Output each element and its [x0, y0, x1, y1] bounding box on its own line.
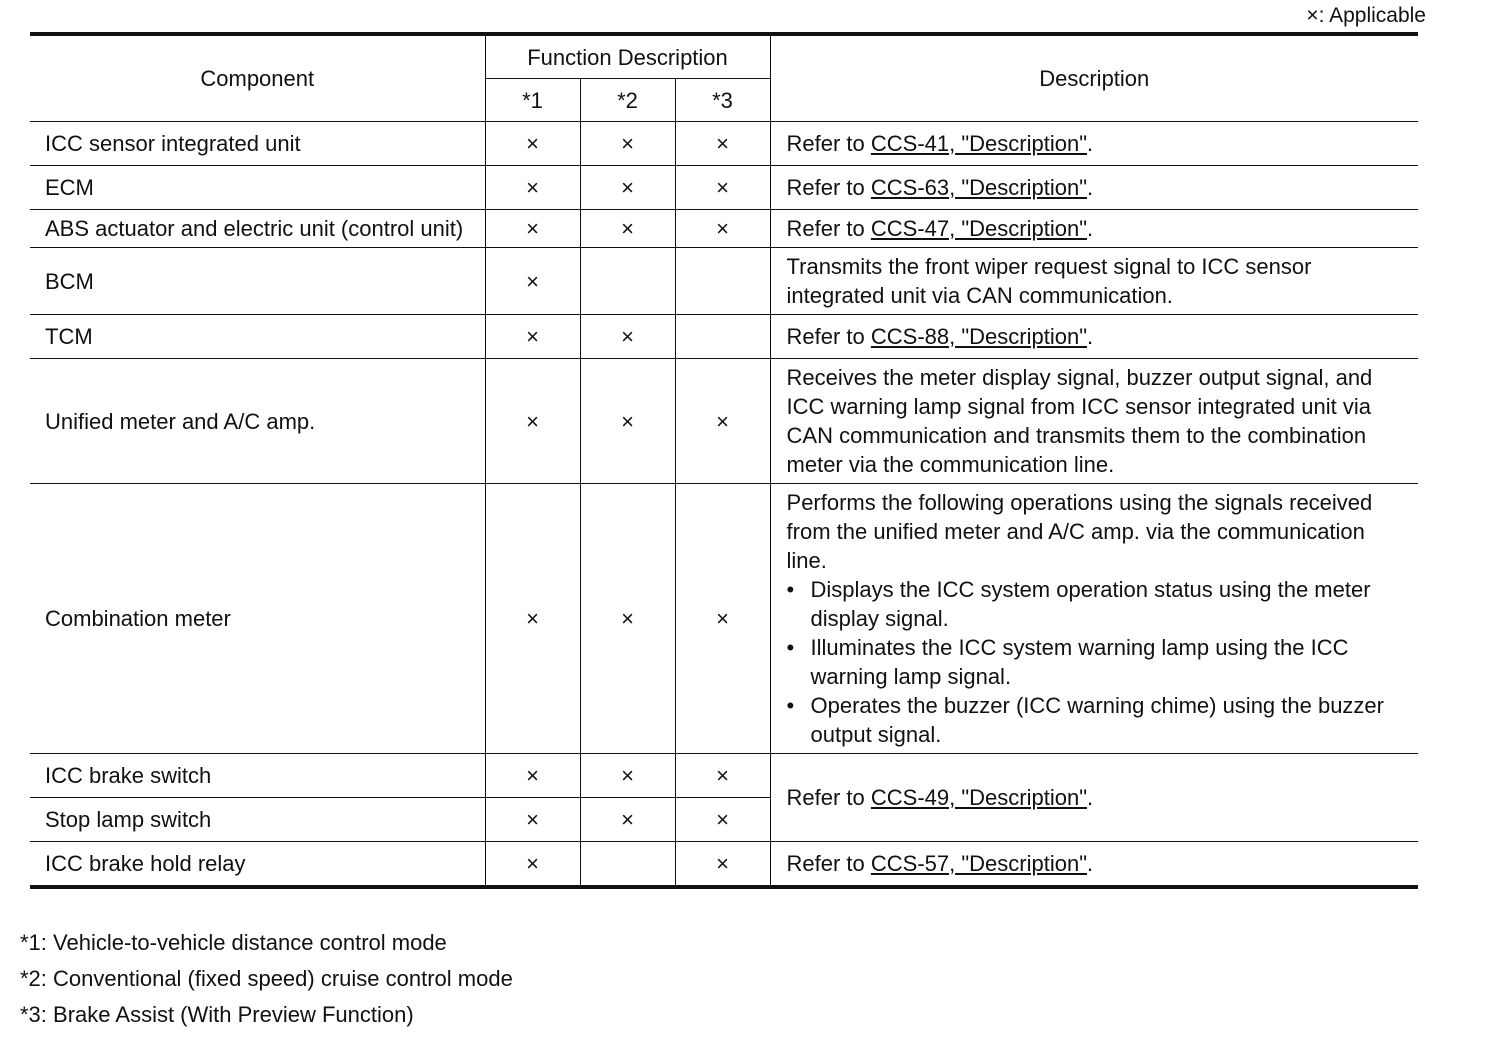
mode-3-mark: ×: [675, 484, 770, 754]
table-row: [30, 315, 1418, 359]
applicable-legend: ×: Applicable: [1306, 4, 1426, 27]
ccs-88-link[interactable]: CCS-88, "Description": [870, 324, 1088, 349]
mode-2-mark: [580, 248, 675, 315]
description-cell: [770, 754, 1418, 842]
description-prefix: Refer to: [786, 785, 871, 810]
footnote-1: *1: Vehicle-to-vehicle distance control mode: [20, 930, 447, 955]
mode-1-mark: ×: [485, 122, 580, 166]
component-name: BCM: [30, 248, 485, 315]
mode-1-mark: ×: [485, 842, 580, 888]
mode-1-mark: ×: [485, 359, 580, 484]
component-name: Combination meter: [30, 484, 485, 754]
bullet-icon: •: [786, 635, 795, 660]
list-item-text: Displays the ICC system operation status using the meter display signal.: [810, 577, 1371, 631]
mode-3-mark: ×: [675, 798, 770, 842]
description-suffix: .: [1087, 131, 1094, 156]
footnote-2: *2: Conventional (fixed speed) cruise control mode: [20, 966, 513, 991]
description-cell: [770, 166, 1418, 210]
mode-3-mark: ×: [675, 166, 770, 210]
ccs-49-link[interactable]: CCS-49, "Description": [870, 785, 1088, 810]
table-row: [30, 484, 1418, 754]
mode-3-mark: ×: [675, 359, 770, 484]
description-cell: [770, 315, 1418, 359]
list-item-text: Illuminates the ICC system warning lamp using the ICC warning lamp signal.: [810, 635, 1349, 689]
list-item-text: Operates the buzzer (ICC warning chime) using the buzzer output signal.: [810, 693, 1384, 747]
ccs-57-link[interactable]: CCS-57, "Description": [870, 851, 1088, 876]
mode-2-mark: ×: [580, 798, 675, 842]
mode-2-mark: ×: [580, 210, 675, 248]
mode-2-mark: ×: [580, 754, 675, 798]
mode-1-mark: ×: [485, 166, 580, 210]
table-row: [30, 842, 1418, 888]
function-description-header: Function Description: [485, 34, 770, 79]
description-cell: [770, 210, 1418, 248]
mode-2-mark: ×: [580, 359, 675, 484]
table-row: [30, 359, 1418, 484]
mode-3-mark: [675, 315, 770, 359]
component-name: ICC brake switch: [30, 754, 485, 798]
description-prefix: Refer to: [786, 131, 871, 156]
description-cell: Transmits the front wiper request signal to ICC sensor integrated unit via CAN communication.: [770, 248, 1418, 315]
ccs-41-link[interactable]: CCS-41, "Description": [870, 131, 1088, 156]
mode-1-mark: ×: [485, 484, 580, 754]
description-prefix: Refer to: [786, 175, 871, 200]
ccs-63-link[interactable]: CCS-63, "Description": [870, 175, 1088, 200]
description-header: Description: [770, 34, 1418, 122]
list-item: [787, 691, 1407, 749]
description-suffix: .: [1087, 851, 1094, 876]
description-suffix: .: [1087, 785, 1094, 810]
mode-2-mark: ×: [580, 484, 675, 754]
component-name: Stop lamp switch: [30, 798, 485, 842]
mode-1-mark: ×: [485, 315, 580, 359]
ccs-47-link[interactable]: CCS-47, "Description": [870, 216, 1088, 241]
description-prefix: Refer to: [786, 851, 871, 876]
description-prefix: Refer to: [786, 216, 871, 241]
table-row: [30, 754, 1418, 798]
mode-3-mark: ×: [675, 122, 770, 166]
component-name: ICC brake hold relay: [30, 842, 485, 888]
mode-2-mark: ×: [580, 122, 675, 166]
footnotes: [20, 928, 513, 1036]
description-suffix: .: [1087, 175, 1094, 200]
description-intro: Performs the following operations using the signals received from the unified meter and A/C amp. via the communication line.: [786, 490, 1373, 573]
mode-3-mark: ×: [675, 754, 770, 798]
footnote-3: *3: Brake Assist (With Preview Function): [20, 1002, 414, 1027]
description-prefix: Refer to: [786, 324, 871, 349]
component-name: ICC sensor integrated unit: [30, 122, 485, 166]
component-header: Component: [30, 34, 485, 122]
operation-list: [787, 575, 1407, 749]
table-row: [30, 122, 1418, 166]
list-item: [787, 575, 1407, 633]
description-suffix: .: [1087, 324, 1094, 349]
table-row: [30, 210, 1418, 248]
bullet-icon: •: [786, 577, 795, 602]
description-suffix: .: [1087, 216, 1094, 241]
description-cell: [770, 842, 1418, 888]
description-cell: Receives the meter display signal, buzzer output signal, and ICC warning lamp signal from ICC sensor integrated unit via CAN communication and transmits them to the combination meter via the communication line.: [770, 359, 1418, 484]
mode-2-mark: ×: [580, 166, 675, 210]
component-name: ABS actuator and electric unit (control unit): [30, 210, 485, 248]
mode-1-mark: ×: [485, 798, 580, 842]
mode-2-header: *2: [580, 79, 675, 122]
component-name: ECM: [30, 166, 485, 210]
component-name: Unified meter and A/C amp.: [30, 359, 485, 484]
component-function-table: [30, 32, 1418, 889]
bullet-icon: •: [786, 693, 795, 718]
mode-1-mark: ×: [485, 210, 580, 248]
mode-3-mark: ×: [675, 210, 770, 248]
mode-3-mark: ×: [675, 842, 770, 888]
description-cell: [770, 122, 1418, 166]
mode-1-mark: ×: [485, 248, 580, 315]
mode-1-header: *1: [485, 79, 580, 122]
table-row: [30, 248, 1418, 315]
list-item: [787, 633, 1407, 691]
mode-2-mark: ×: [580, 315, 675, 359]
component-name: TCM: [30, 315, 485, 359]
mode-1-mark: ×: [485, 754, 580, 798]
mode-3-mark: [675, 248, 770, 315]
table-row: [30, 166, 1418, 210]
mode-3-header: *3: [675, 79, 770, 122]
description-cell: [770, 484, 1418, 754]
mode-2-mark: [580, 842, 675, 888]
